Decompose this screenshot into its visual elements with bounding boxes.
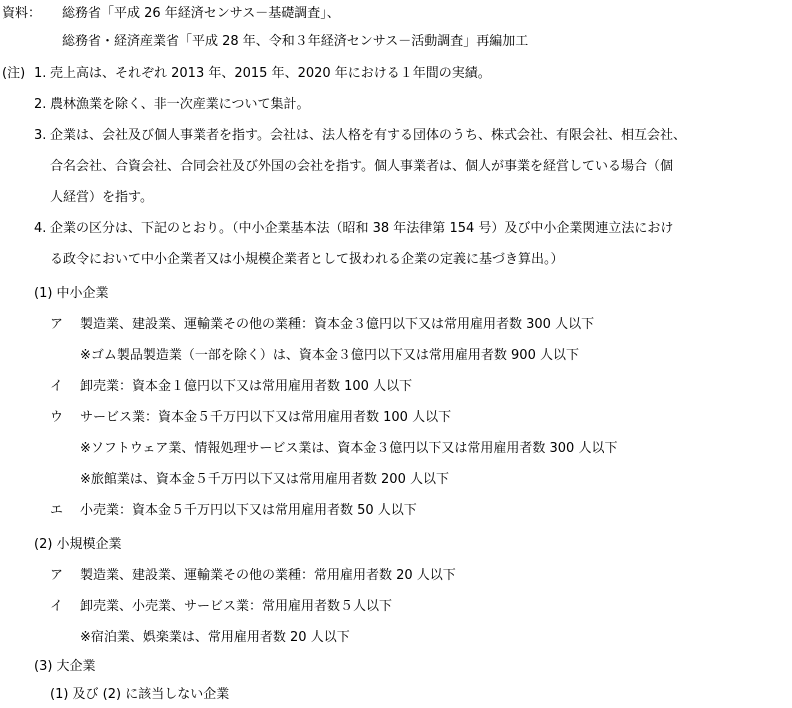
note-4-number: 4. <box>34 221 47 236</box>
note-3-text-1: 企業は、会社及び個人事業者を指す。会社は、法人格を有する団体のうち、株式会社、有限会社、相互会社、 <box>50 128 686 143</box>
sme-item-a-note-text: ※ゴム製品製造業（一部を除く）は、資本金３億円以下又は常用雇用者数 900 人以下 <box>80 348 579 363</box>
sme-item-u-note-1-text: ※ソフトウェア業、情報処理サービス業は、資本金３億円以下又は常用雇用者数 300 人以下 <box>80 441 618 456</box>
note-4-text-1: 企業の区分は、下記のとおり。（中小企業基本法（昭和 38 年法律第 154 号）及び中小企業関連立法におけ <box>50 221 674 236</box>
large-heading-text: (3) 大企業 <box>34 659 96 674</box>
small-item-i-text: 卸売業、小売業、サービス業：常用雇用者数５人以下 <box>80 599 393 614</box>
source-label: 資料： <box>2 6 42 21</box>
small-item-i-mark: イ <box>50 599 64 614</box>
large-text-content: (1) 及び (2) に該当しない企業 <box>50 687 230 702</box>
small-item-i-note-text: ※宿泊業、娯楽業は、常用雇用者数 20 人以下 <box>80 630 350 645</box>
note-3-number: 3. <box>34 128 47 143</box>
sme-heading-text: (1) 中小企業 <box>34 286 109 301</box>
sme-item-i-text: 卸売業：資本金１億円以下又は常用雇用者数 100 人以下 <box>80 379 413 394</box>
note-2-number: 2. <box>34 97 47 112</box>
note-3-text-3: 人経営）を指す。 <box>50 190 153 205</box>
note-1-text: 売上高は、それぞれ 2013 年、2015 年、2020 年における１年間の実績。 <box>50 66 491 81</box>
sme-item-u-note-2-text: ※旅館業は、資本金５千万円以下又は常用雇用者数 200 人以下 <box>80 472 449 487</box>
sme-item-i-mark: イ <box>50 379 64 394</box>
source-text-2: 総務省・経済産業省「平成 28 年、令和３年経済センサス－活動調査」再編加工 <box>62 34 529 49</box>
sme-item-u-text: サービス業：資本金５千万円以下又は常用雇用者数 100 人以下 <box>80 410 452 425</box>
sme-item-a-mark: ア <box>50 317 64 332</box>
note-3-text-2: 合名会社、合資会社、合同会社及び外国の会社を指す。個人事業者は、個人が事業を経営している場合（個 <box>50 159 673 174</box>
sme-item-u-mark: ウ <box>50 410 64 425</box>
small-heading-text: (2) 小規模企業 <box>34 537 122 552</box>
small-item-a-mark: ア <box>50 568 64 583</box>
sme-item-e-text: 小売業：資本金５千万円以下又は常用雇用者数 50 人以下 <box>80 503 417 518</box>
notes-label: (注) <box>2 66 26 81</box>
note-2-text: 農林漁業を除く、非一次産業について集計。 <box>50 97 310 112</box>
small-item-a-text: 製造業、建設業、運輸業その他の業種：常用雇用者数 20 人以下 <box>80 568 456 583</box>
source-text-1: 総務省「平成 26 年経済センサス－基礎調査」、 <box>62 6 340 21</box>
note-1-number: 1. <box>34 66 47 81</box>
sme-item-a-text: 製造業、建設業、運輸業その他の業種：資本金３億円以下又は常用雇用者数 300 人以下 <box>80 317 595 332</box>
sme-item-e-mark: エ <box>50 503 64 518</box>
note-4-text-2: る政令において中小企業者又は小規模企業者として扱われる企業の定義に基づき算出。） <box>50 252 564 267</box>
